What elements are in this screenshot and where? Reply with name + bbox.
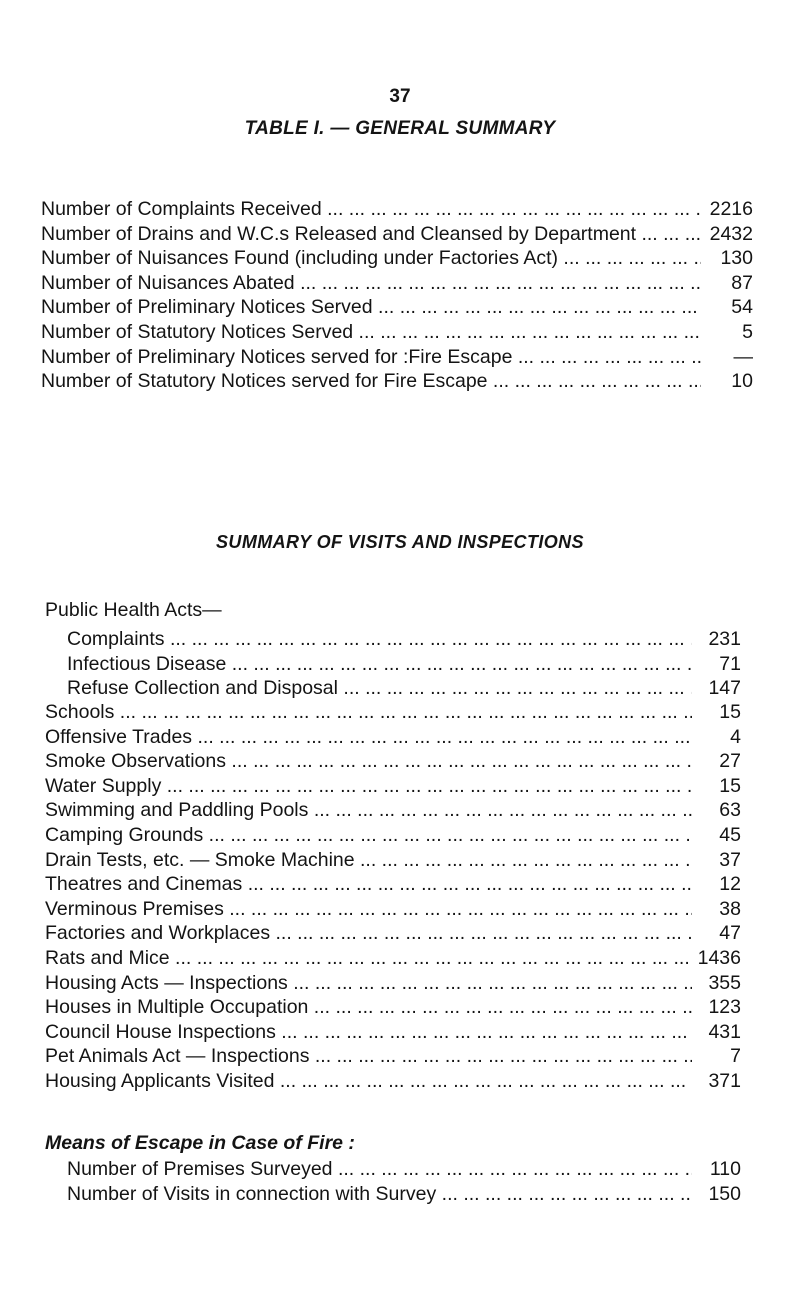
row-value: 47 — [719, 922, 741, 945]
table-row — [0, 725, 800, 750]
row-label: Number of Preliminary Notices served for :Fire Escape ... . — [41, 345, 701, 370]
public-health-heading: Public Health Acts— — [45, 599, 222, 621]
row-label: Pet Animals Act — Inspections ... . — [45, 1044, 692, 1069]
row-value: 54 — [731, 296, 753, 319]
row-value: 2432 — [709, 222, 753, 245]
row-label: Rats and Mice ... . — [45, 946, 692, 971]
table-row — [0, 872, 800, 897]
row-value: 5 — [742, 320, 753, 343]
row-value: 15 — [719, 774, 741, 797]
row-label: Schools ... . — [45, 700, 692, 725]
table-row — [0, 897, 800, 922]
row-value: 371 — [708, 1069, 741, 1092]
row-value: 38 — [719, 897, 741, 920]
row-value: 1436 — [697, 946, 741, 969]
row-value: 10 — [731, 370, 753, 393]
table-row — [0, 1182, 800, 1207]
table-row — [0, 823, 800, 848]
table-row — [0, 627, 800, 652]
row-label: Number of Premises Surveyed ... . — [67, 1157, 692, 1182]
page-number: 37 — [389, 86, 411, 107]
row-label: Number of Statutory Notices Served ... . — [41, 320, 701, 345]
row-label: Number of Nuisances Found (including under Factories Act) ... . — [41, 246, 701, 271]
table-row — [0, 774, 800, 799]
row-label: Factories and Workplaces ... . — [45, 921, 692, 946]
fire-escape-heading: Means of Escape in Case of Fire : — [45, 1132, 355, 1154]
general-summary-list — [0, 197, 800, 394]
table-row — [0, 995, 800, 1020]
table-row — [0, 921, 800, 946]
row-label: Number of Preliminary Notices Served ... . — [41, 295, 701, 320]
row-value: 231 — [708, 628, 741, 650]
table-row — [0, 700, 800, 725]
table-row — [0, 798, 800, 823]
row-value: 15 — [719, 701, 741, 723]
public-health-list — [0, 627, 800, 701]
table-row — [0, 246, 800, 271]
table-row — [0, 971, 800, 996]
row-value: 7 — [730, 1045, 741, 1068]
row-label: Refuse Collection and Disposal ... . — [67, 676, 692, 701]
general-summary-title: TABLE I. — GENERAL SUMMARY — [244, 118, 556, 139]
row-value: 147 — [708, 677, 741, 700]
table-row — [0, 749, 800, 774]
table-row — [0, 1069, 800, 1094]
row-label: Number of Nuisances Abated ... . — [41, 271, 701, 296]
row-value: 123 — [708, 996, 741, 1019]
row-label: Offensive Trades ... . — [45, 725, 692, 750]
row-value: 87 — [731, 271, 753, 294]
table-row — [0, 295, 800, 320]
row-value: 150 — [708, 1182, 741, 1205]
row-label: Houses in Multiple Occupation ... . — [45, 995, 692, 1020]
row-label: Drain Tests, etc. — Smoke Machine ... . — [45, 848, 692, 873]
row-label: Council House Inspections ... . — [45, 1020, 692, 1045]
table-row — [0, 676, 800, 701]
table-row — [0, 345, 800, 370]
row-label: Water Supply ... . — [45, 774, 692, 799]
fire-escape-list — [0, 1157, 800, 1206]
row-value: 110 — [709, 1158, 741, 1180]
table-row — [0, 848, 800, 873]
row-value: 2216 — [709, 198, 753, 220]
row-value: 4 — [730, 725, 741, 748]
table-row — [0, 320, 800, 345]
table-row — [0, 1020, 800, 1045]
table-row — [0, 1044, 800, 1069]
row-label: Number of Drains and W.C.s Released and Cleansed by Department ... . — [41, 222, 701, 247]
row-label: Camping Grounds ... . — [45, 823, 692, 848]
table-row — [0, 222, 800, 247]
table-row — [0, 652, 800, 677]
row-label: Infectious Disease ... . — [67, 652, 692, 677]
row-label: Theatres and Cinemas ... . — [45, 872, 692, 897]
row-value: 45 — [719, 823, 741, 846]
row-label: Number of Visits in connection with Survey ... . — [67, 1182, 692, 1207]
row-value: 12 — [719, 873, 741, 896]
row-label: Housing Acts — Inspections ... . — [45, 971, 692, 996]
row-value: 431 — [708, 1020, 741, 1043]
row-value: 355 — [708, 971, 741, 994]
row-label: Complaints ... . — [67, 627, 692, 652]
row-label: Number of Statutory Notices served for Fire Escape ... . — [41, 369, 701, 394]
visits-summary-title: SUMMARY OF VISITS AND INSPECTIONS — [216, 532, 584, 552]
table-row — [0, 271, 800, 296]
visits-list — [0, 700, 800, 1094]
table-row — [0, 1157, 800, 1182]
row-value: 37 — [719, 848, 741, 871]
table-row — [0, 369, 800, 394]
row-label: Verminous Premises ... . — [45, 897, 692, 922]
table-row — [0, 946, 800, 971]
row-label: Housing Applicants Visited ... . — [45, 1069, 692, 1094]
row-label: Number of Complaints Received ... . — [41, 197, 701, 222]
row-value: 130 — [720, 247, 753, 270]
row-value: 71 — [719, 652, 741, 675]
row-label: Swimming and Paddling Pools ... . — [45, 798, 692, 823]
row-value: — — [733, 345, 753, 368]
row-label: Smoke Observations ... . — [45, 749, 692, 774]
row-value: 27 — [719, 750, 741, 773]
row-value: 63 — [719, 799, 741, 822]
table-row — [0, 197, 800, 222]
